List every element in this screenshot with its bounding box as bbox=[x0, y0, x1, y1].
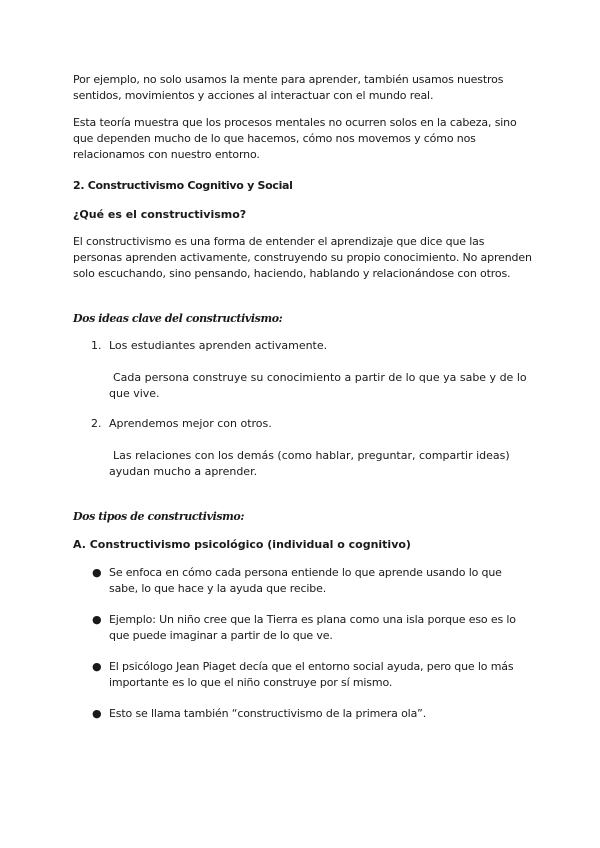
list-number: 1. bbox=[91, 339, 102, 352]
paragraph-senses: Por ejemplo, no solo usamos la mente para aprender, también usamos nuestros sentidos, movimientos y acciones al interactuar con el mundo real. bbox=[73, 73, 504, 102]
list-item: Ejemplo: Un niño cree que la Tierra es plana como una isla porque eso es lo que puede imaginar a partir de lo que ve. bbox=[109, 613, 516, 642]
list-item: El psicólogo Jean Piaget decía que el entorno social ayuda, pero que lo más importante es lo que el niño construye por sí mismo. bbox=[109, 660, 514, 689]
list-item: Esto se llama también “constructivismo de la primera ola”. bbox=[109, 707, 427, 720]
key-idea-title: Aprendemos mejor con otros. bbox=[109, 417, 272, 430]
bullet-icon: ● bbox=[92, 566, 102, 579]
list-item: Se enfoca en cómo cada persona entiende lo que aprende usando lo que sabe, lo que hace y la ayuda que recibe. bbox=[109, 566, 502, 595]
paragraph-mental-processes: Esta teoría muestra que los procesos mentales no ocurren solos en la cabeza, sino que dependen mucho de lo que hacemos, cómo nos movemos y cómo nos relacionamos con nuestro entorno. bbox=[73, 116, 517, 161]
key-idea-detail: Las relaciones con los demás (como hablar, preguntar, compartir ideas) ayudan mucho a aprender. bbox=[109, 449, 510, 478]
section-heading: 2. Constructivismo Cognitivo y Social bbox=[73, 179, 293, 192]
paragraph-constructivism-definition: El constructivismo es una forma de entender el aprendizaje que dice que las personas aprenden activamente, construyendo su propio conocimiento. No aprenden solo escuchando, sino pensando, haciendo, hablando y relacionándose con otros. bbox=[73, 235, 532, 280]
question-heading: ¿Qué es el constructivismo? bbox=[73, 208, 247, 221]
key-idea-title: Los estudiantes aprenden activamente. bbox=[109, 339, 328, 352]
bullet-icon: ● bbox=[92, 660, 102, 673]
types-heading: Dos tipos de constructivismo: bbox=[73, 510, 244, 523]
bullet-icon: ● bbox=[92, 613, 102, 626]
key-ideas-heading: Dos ideas clave del constructivismo: bbox=[73, 312, 283, 325]
list-number: 2. bbox=[91, 417, 102, 430]
types-subheading: A. Constructivismo psicológico (individual o cognitivo) bbox=[73, 538, 411, 551]
bullet-icon: ● bbox=[92, 707, 102, 720]
key-idea-detail: Cada persona construye su conocimiento a partir de lo que ya sabe y de lo que vive. bbox=[109, 371, 527, 400]
